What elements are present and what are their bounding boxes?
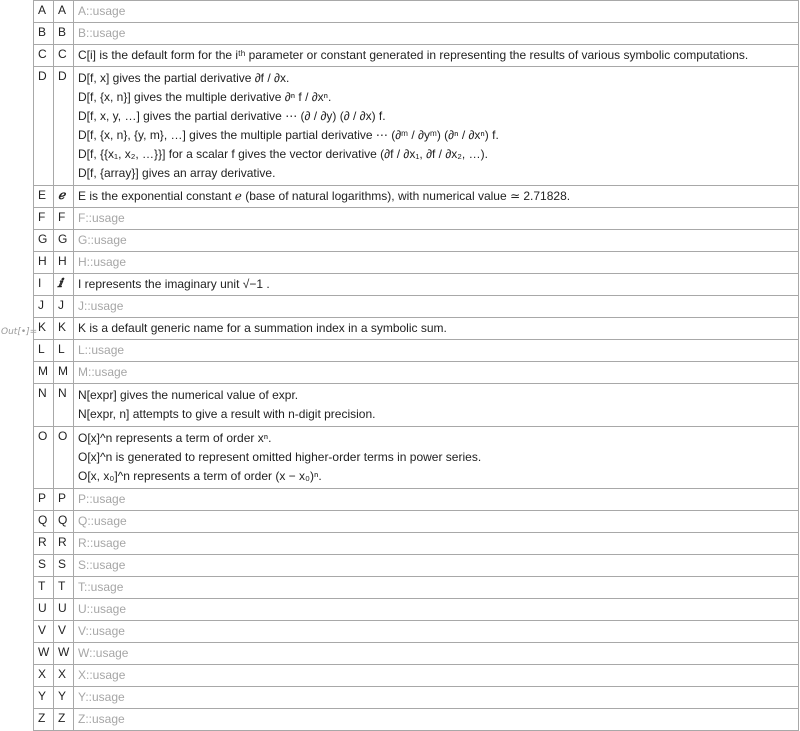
symbol-value-cell: A	[54, 1, 74, 23]
usage-description-line: K is a default generic name for a summation index in a symbolic sum.	[78, 321, 447, 335]
usage-description-cell	[74, 340, 799, 362]
table-row	[34, 621, 799, 643]
symbol-name-cell: Q	[34, 511, 54, 533]
symbol-value-cell: X	[54, 665, 74, 687]
usage-description-cell	[74, 274, 799, 296]
symbol-value-cell: M	[54, 362, 74, 384]
usage-description-cell	[74, 23, 799, 45]
usage-placeholder-text: U::usage	[78, 602, 127, 616]
usage-description-cell	[74, 687, 799, 709]
table-row	[34, 384, 799, 427]
table-row	[34, 186, 799, 208]
symbol-value-cell: O	[54, 427, 74, 489]
symbol-name-cell: R	[34, 533, 54, 555]
usage-description-cell	[74, 577, 799, 599]
symbol-name-cell: N	[34, 384, 54, 427]
table-row	[34, 296, 799, 318]
table-row	[34, 599, 799, 621]
symbol-value-cell: Q	[54, 511, 74, 533]
usage-description-cell	[74, 230, 799, 252]
usage-description-cell	[74, 362, 799, 384]
symbol-value-cell: H	[54, 252, 74, 274]
usage-placeholder-text: Q::usage	[78, 514, 127, 528]
symbol-value-cell: W	[54, 643, 74, 665]
usage-placeholder-text: V::usage	[78, 624, 125, 638]
symbol-value-cell: C	[54, 45, 74, 67]
usage-description-line: D[f, {x, n}] gives the multiple derivative ∂ⁿ f / ∂xⁿ.	[78, 90, 332, 104]
table-row	[34, 511, 799, 533]
usage-description-line: I represents the imaginary unit √−1 .	[78, 277, 270, 291]
usage-description-line: D[f, {array}] gives an array derivative.	[78, 166, 276, 180]
symbol-value-cell: Y	[54, 687, 74, 709]
table-row	[34, 687, 799, 709]
usage-placeholder-text: M::usage	[78, 365, 128, 379]
table-row	[34, 318, 799, 340]
symbol-value-cell: N	[54, 384, 74, 427]
usage-description-line: D[f, {{x₁, x₂, …}}] for a scalar f gives the vector derivative (∂f / ∂x₁, ∂f / ∂x₂, …).	[78, 147, 488, 161]
usage-placeholder-text: F::usage	[78, 211, 125, 225]
symbol-name-cell: G	[34, 230, 54, 252]
symbol-name-cell: X	[34, 665, 54, 687]
table-row	[34, 362, 799, 384]
symbol-name-cell: T	[34, 577, 54, 599]
table-row	[34, 1, 799, 23]
table-row	[34, 230, 799, 252]
symbol-name-cell: F	[34, 208, 54, 230]
symbol-value-cell: T	[54, 577, 74, 599]
symbol-name-cell: A	[34, 1, 54, 23]
table-row	[34, 489, 799, 511]
symbol-value-cell: F	[54, 208, 74, 230]
usage-placeholder-text: G::usage	[78, 233, 127, 247]
symbol-name-cell: M	[34, 362, 54, 384]
symbol-name-cell: O	[34, 427, 54, 489]
symbol-name-cell: C	[34, 45, 54, 67]
symbol-value-cell: U	[54, 599, 74, 621]
symbol-value-cell: Z	[54, 709, 74, 731]
symbol-name-cell: B	[34, 23, 54, 45]
usage-placeholder-text: X::usage	[78, 668, 126, 682]
symbol-value-cell: ⅈ	[54, 274, 74, 296]
table-row	[34, 577, 799, 599]
table-row	[34, 208, 799, 230]
usage-description-line: D[f, {x, n}, {y, m}, …] gives the multiple partial derivative ⋯ (∂ᵐ / ∂yᵐ) (∂ⁿ / ∂xⁿ) f.	[78, 128, 499, 142]
symbol-name-cell: P	[34, 489, 54, 511]
symbol-name-cell: J	[34, 296, 54, 318]
usage-placeholder-text: T::usage	[78, 580, 124, 594]
symbol-value-cell: K	[54, 318, 74, 340]
usage-description-line: O[x, x₀]^n represents a term of order (x − x₀)ⁿ.	[78, 469, 322, 483]
symbol-value-cell: R	[54, 533, 74, 555]
usage-description-line: O[x]^n represents a term of order xⁿ.	[78, 431, 272, 445]
usage-description-cell	[74, 384, 799, 427]
symbol-value-cell: P	[54, 489, 74, 511]
usage-description-cell	[74, 208, 799, 230]
table-row	[34, 67, 799, 186]
table-row	[34, 340, 799, 362]
table-row	[34, 23, 799, 45]
symbol-value-cell: S	[54, 555, 74, 577]
usage-description-cell	[74, 511, 799, 533]
usage-description-cell	[74, 186, 799, 208]
usage-placeholder-text: Y::usage	[78, 690, 125, 704]
table-row	[34, 45, 799, 67]
usage-description-cell	[74, 318, 799, 340]
usage-description-line: E is the exponential constant ℯ (base of natural logarithms), with numerical value ≃ 2.71828.	[78, 189, 571, 203]
table-row	[34, 252, 799, 274]
table-body	[34, 1, 799, 731]
usage-placeholder-text: P::usage	[78, 492, 126, 506]
symbol-name-cell: E	[34, 186, 54, 208]
symbol-name-cell: Y	[34, 687, 54, 709]
usage-description-line: D[f, x] gives the partial derivative ∂f / ∂x.	[78, 71, 290, 85]
symbol-value-cell: D	[54, 67, 74, 186]
symbol-name-cell: I	[34, 274, 54, 296]
usage-description-cell	[74, 621, 799, 643]
symbol-name-cell: K	[34, 318, 54, 340]
symbol-name-cell: V	[34, 621, 54, 643]
usage-placeholder-text: L::usage	[78, 343, 125, 357]
usage-placeholder-text: W::usage	[78, 646, 129, 660]
usage-description-cell	[74, 296, 799, 318]
usage-placeholder-text: B::usage	[78, 26, 126, 40]
usage-description-cell	[74, 1, 799, 23]
table-row	[34, 709, 799, 731]
usage-placeholder-text: S::usage	[78, 558, 126, 572]
table-row	[34, 533, 799, 555]
usage-description-line: N[expr] gives the numerical value of expr.	[78, 388, 299, 402]
symbol-name-cell: U	[34, 599, 54, 621]
symbol-name-cell: W	[34, 643, 54, 665]
usage-description-cell	[74, 67, 799, 186]
table-row	[34, 274, 799, 296]
usage-description-cell	[74, 427, 799, 489]
usage-description-cell	[74, 489, 799, 511]
usage-placeholder-text: R::usage	[78, 536, 127, 550]
usage-placeholder-text: H::usage	[78, 255, 127, 269]
usage-description-line: N[expr, n] attempts to give a result with n-digit precision.	[78, 407, 376, 421]
usage-placeholder-text: A::usage	[78, 4, 126, 18]
table-row	[34, 427, 799, 489]
symbol-name-cell: S	[34, 555, 54, 577]
symbol-name-cell: H	[34, 252, 54, 274]
symbol-value-cell: G	[54, 230, 74, 252]
usage-placeholder-text: J::usage	[78, 299, 124, 313]
table-row	[34, 555, 799, 577]
usage-description-cell	[74, 555, 799, 577]
symbol-value-cell: ℯ	[54, 186, 74, 208]
symbol-value-cell: L	[54, 340, 74, 362]
usage-description-line: O[x]^n is generated to represent omitted higher-order terms in power series.	[78, 450, 482, 464]
symbol-value-cell: V	[54, 621, 74, 643]
symbol-name-cell: L	[34, 340, 54, 362]
symbol-usage-table	[33, 0, 799, 731]
symbol-name-cell: Z	[34, 709, 54, 731]
usage-description-cell	[74, 599, 799, 621]
symbol-value-cell: J	[54, 296, 74, 318]
usage-description-cell	[74, 45, 799, 67]
usage-placeholder-text: Z::usage	[78, 712, 125, 726]
usage-description-cell	[74, 709, 799, 731]
symbol-value-cell: B	[54, 23, 74, 45]
usage-description-line: C[i] is the default form for the iᵗʰ parameter or constant generated in representing the results of various symbolic computations.	[78, 48, 749, 62]
usage-description-cell	[74, 252, 799, 274]
symbol-name-cell: D	[34, 67, 54, 186]
usage-description-cell	[74, 533, 799, 555]
usage-description-cell	[74, 643, 799, 665]
table-row	[34, 643, 799, 665]
usage-description-line: D[f, x, y, …] gives the partial derivative ⋯ (∂ / ∂y) (∂ / ∂x) f.	[78, 109, 386, 123]
output-cell-label: Out[•]=	[1, 327, 38, 337]
